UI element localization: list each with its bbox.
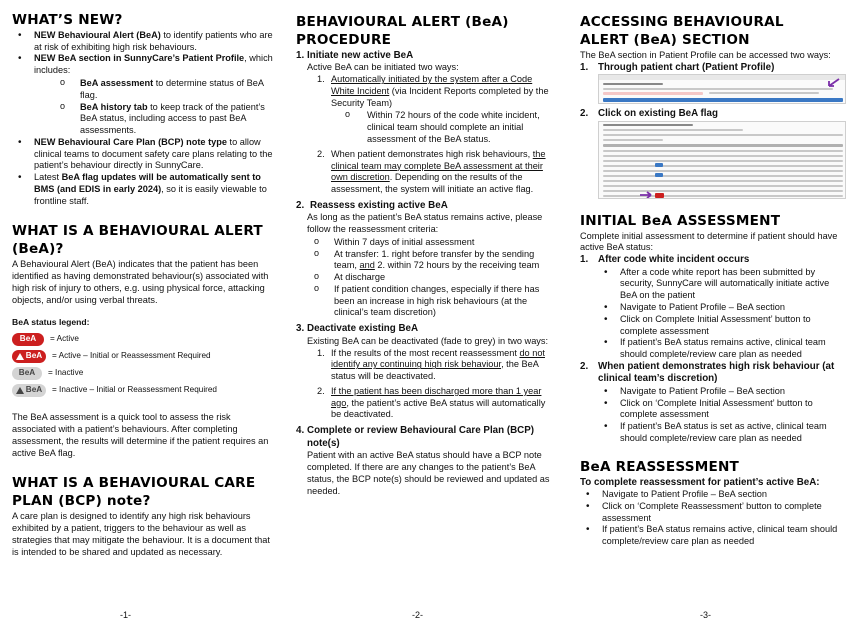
status-legend: [12, 331, 274, 398]
after-code-white: 1. After code white incident occurs: [580, 254, 750, 266]
legend-row-inactive-required: BeA = Inactive – Initial or Reassessment Required: [12, 382, 274, 398]
section-reassess: 2. Reassess existing active BeA: [296, 199, 448, 211]
list-item: • Navigate to Patient Profile – BeA section: [598, 302, 846, 314]
arrow-indicator-icon: [825, 77, 841, 89]
list-item: o At transfer: 1. right before transfer by the sending team, and 2. within 72 hours by the receiving team: [288, 249, 558, 273]
status-badge-inactive: BeA: [12, 367, 42, 380]
after-code-white-list: [598, 267, 846, 361]
status-badge-active-required: BeA: [12, 350, 46, 363]
status-badge-inactive-required: BeA: [12, 384, 46, 397]
status-badge-active: BeA: [12, 333, 44, 346]
legend-row-inactive: BeA = Inactive: [12, 365, 274, 381]
initiate-intro: Active BeA can be initiated two ways:: [307, 62, 459, 73]
what-is-bea-heading: WHAT IS A BEHAVIOURAL ALERT (BeA)?: [12, 223, 263, 258]
initial-assessment-intro: Complete initial assessment to determine if patient should have active BeA status:: [580, 230, 838, 253]
warning-icon: [16, 387, 24, 394]
reassessment-list: [580, 489, 846, 548]
legend-row-active: BeA = Active: [12, 331, 274, 347]
procedure-heading: BEHAVIOURAL ALERT (BeA) PROCEDURE: [296, 14, 509, 48]
list-item: • NEW Behavioural Care Plan (BCP) note type to allow clinical teams to document safety care plans relating to the patient’s behaviour directly in SunnyCare.: [12, 137, 274, 172]
section-bcp: 4. Complete or review Behavioural Care Plan (BCP) note(s): [296, 425, 535, 449]
assessment-text: The BeA assessment is a quick tool to assess the risk associated with a patient’s behaviours. After completing assessment, the results will determine if the patient requires an active BeA flag.: [12, 412, 269, 458]
sub-list: [34, 78, 274, 137]
list-item: • Click on Complete Initial Assessment’ button to complete assessment: [598, 314, 846, 338]
list-item: • If patient’s BeA status remains active, clinical team should complete/review care plan as needed: [598, 337, 846, 361]
reassessment-heading: BeA REASSESSMENT: [580, 458, 739, 475]
accessing-heading: ACCESSING BEHAVIOURAL ALERT (BeA) SECTION: [580, 14, 784, 48]
list-item: o Within 7 days of initial assessment: [288, 237, 558, 249]
section-deactivate: 3. Deactivate existing BeA: [296, 323, 419, 335]
reassess-intro: As long as the patient’s BeA status remains active, please follow the reassessment criteria:: [307, 212, 543, 235]
list-item: • NEW BeA section in SunnyCare’s Patient Profile, which includes: o BeA assessment to determine status of BeA flag. o BeA history tab to keep track of the patient’s BeA status, including access to past BeA assessments.: [12, 53, 274, 136]
whats-new-heading: WHAT’S NEW?: [12, 12, 123, 28]
page-number: -1-: [120, 610, 131, 620]
list-item: • Latest BeA flag updates will be automatically sent to BMS (and EDIS in early 2024), so it is easily viewable to frontline staff.: [12, 172, 274, 207]
section-initiate: 1. Initiate new active BeA: [296, 49, 414, 61]
initial-assessment-heading: INITIAL BeA ASSESSMENT: [580, 212, 781, 229]
arrow-indicator-icon: [639, 190, 653, 199]
list-item: o If patient condition changes, especially if there has been an increase in high risk behaviours (at the clinical’s team discretion): [288, 284, 558, 319]
whats-new-list: [12, 30, 274, 207]
list-item: 2. When patient demonstrates high risk behaviours, the clinical team may complete BeA assessment at their own discretion. Depending on the results of the assessment, the system will initiate an active flag.: [317, 148, 546, 195]
patient-profile-screenshot: [598, 74, 846, 104]
column-page-2: [296, 0, 558, 634]
list-item: • After a code white report has been submitted by security, SunnyCare will automatically initiate active BeA on the patient: [598, 267, 846, 302]
high-risk-behaviour-list: [598, 386, 846, 445]
list-item: • Click on ‘Complete Initial Assessment’ button to complete assessment: [598, 398, 846, 422]
page-number: -3-: [700, 610, 711, 620]
initiate-list: [296, 74, 558, 196]
patient-list-screenshot: [598, 121, 846, 199]
list-item: • Click on ‘Complete Reassessment’ button to complete assessment: [580, 501, 846, 525]
list-item: • Navigate to Patient Profile – BeA section: [580, 489, 846, 501]
list-item: o At discharge: [288, 272, 558, 284]
list-item: o BeA assessment to determine status of BeA flag.: [34, 78, 274, 102]
list-item: o BeA history tab to keep track of the patient’s BeA status, including access to past BeA assessments.: [34, 102, 274, 137]
access-through-chart: 1. Through patient chart (Patient Profile): [580, 61, 775, 73]
legend-title: BeA status legend:: [12, 317, 90, 328]
what-is-bea-text: A Behavioural Alert (BeA) indicates that the patient has been identified as having demonstrated behaviour(s) associated with high risk of injury to others, e.g. using physical force, attacking objects, and/or using verbal threats.: [12, 259, 269, 305]
list-item: • If patient’s BeA status is set as active, clinical team should complete/review care plan as needed: [598, 421, 846, 445]
bcp-text: Patient with an active BeA status should have a BCP note completed. If there are any changes to the patient’s BeA status, the BCP note(s) should be reviewed and updated as needed.: [307, 450, 550, 496]
access-click-flag: 2. Click on existing BeA flag: [580, 108, 718, 120]
legend-row-active-required: BeA = Active – Initial or Reassessment Required: [12, 348, 274, 364]
deactivate-intro: Existing BeA can be deactivated (fade to grey) in two ways:: [307, 335, 549, 346]
sub-list: [331, 110, 558, 145]
reassessment-subtitle: To complete reassessment for patient’s active BeA:: [580, 476, 820, 488]
column-page-3: [580, 0, 846, 634]
list-item: • Navigate to Patient Profile – BeA section: [598, 386, 846, 398]
what-is-bcp-text: A care plan is designed to identify any high risk behaviours exhibited by a patient, triggers to the behaviour as well as strategies that may mitigate the behaviour. It is a document that is intended to be shared and updated as necessary.: [12, 511, 270, 557]
list-item: 1. Automatically initiated by the system after a Code White Incident (via Incident Reports completed by the Security Team) o Within 72 hours of the code white incident, clinical team should complete an initial assessment of the BeA status.: [307, 74, 558, 146]
what-is-bcp-heading: WHAT IS A BEHAVIOURAL CARE PLAN (BCP) note?: [12, 475, 256, 510]
page-number: -2-: [412, 610, 423, 620]
list-item: 2. If the patient has been discharged more than 1 year ago, the patient’s active BeA status will automatically be deactivated.: [317, 385, 546, 420]
list-item: • If patient’s BeA status remains active, clinical team should complete/review care plan as needed: [580, 524, 846, 548]
accessing-intro: The BeA section in Patient Profile can be accessed two ways:: [580, 49, 831, 60]
high-risk-behaviour: 2. When patient demonstrates high risk behaviour (at clinical team’s discretion): [580, 360, 835, 385]
warning-icon: [16, 353, 24, 360]
reassess-list: [288, 237, 558, 319]
deactivate-list: [296, 348, 558, 422]
column-page-1: [12, 0, 274, 634]
list-item: 1. If the results of the most recent reassessment do not identify any continuing high risk behaviour, the BeA status will be deactivated.: [317, 347, 545, 382]
list-item: o Within 72 hours of the code white incident, clinical team should complete an initial assessment of the BeA status.: [331, 110, 558, 145]
list-item: • NEW Behavioural Alert (BeA) to identify patients who are at risk of exhibiting high risk behaviours.: [12, 30, 274, 54]
